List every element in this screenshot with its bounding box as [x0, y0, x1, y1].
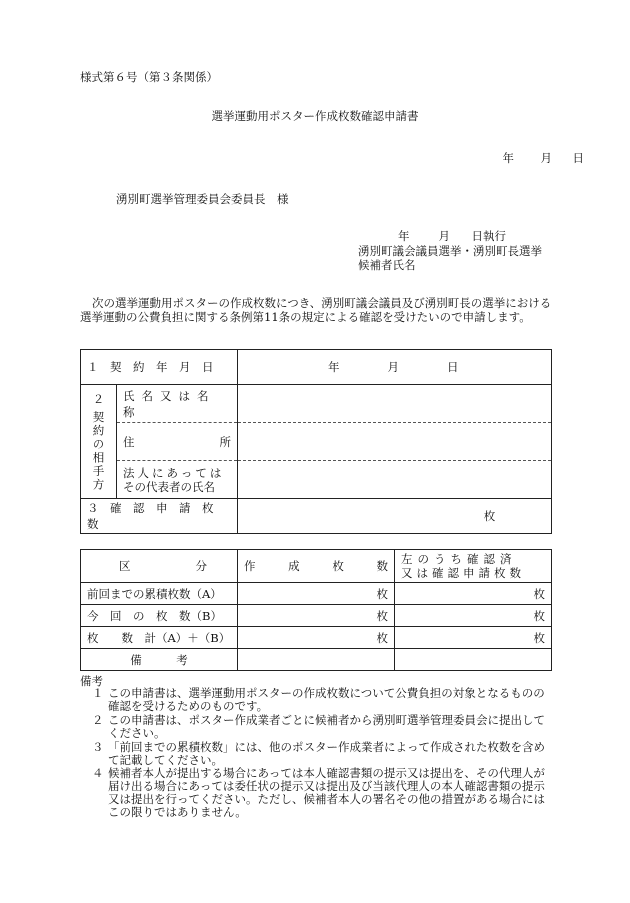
contract-day: 日: [447, 360, 459, 374]
date-day: 日: [572, 151, 584, 165]
exec-month: 月: [438, 229, 450, 243]
row-label-total: 枚 数 計（A）＋（B）: [81, 627, 238, 649]
note-text: この申請書は、選挙運動用ポスターの作成枚数について公費負担の対象となるものの確認を受けるためのものです。: [108, 686, 545, 713]
address-field[interactable]: [238, 423, 552, 461]
addressee: 湧別町選挙管理委員会委員長 様: [116, 192, 289, 206]
row-label-current: 今 回 の 枚 数（B）: [81, 605, 238, 627]
row-label-previous: 前回までの累積枚数（A）: [81, 583, 238, 605]
row-remarks-made[interactable]: [238, 649, 395, 671]
application-date: [468, 150, 584, 166]
note-text: この申請書は、ポスター作成業者ごとに候補者から湧別町選挙管理委員会に提出してください。: [108, 713, 545, 740]
representative-field[interactable]: [238, 461, 552, 499]
note-item: [92, 714, 554, 740]
candidate-name-label: 候補者氏名: [358, 258, 416, 272]
count-table: [80, 549, 552, 671]
counterparty-number: ２: [92, 392, 105, 406]
row-total-confirmed[interactable]: 枚: [395, 627, 552, 649]
row-remarks-confirmed[interactable]: [395, 649, 552, 671]
contract-date-value[interactable]: [238, 350, 552, 385]
requested-count-field[interactable]: [238, 499, 552, 534]
note-text: 候補者本人が提出する場合にあっては本人確認書類の提示又は提出を、その代理人が届け出る場合にあっては委任状の提示又は提出及び当該代理人の本人確認書類の提示又は提出を行ってください。ただし、候補者本人の署名その他の措置がある場合にはこの限りではありません。: [108, 766, 545, 819]
application-statement: 次の選挙運動用ポスターの作成枚数につき、湧別町議会議員及び湧別町長の選挙における選挙運動の公費負担に関する条例第11条の規定による確認を受けたいので申請します。: [80, 296, 552, 324]
row-previous-confirmed[interactable]: 枚: [395, 583, 552, 605]
date-month: 月: [540, 151, 552, 165]
note-number: ２: [92, 713, 104, 727]
form-number: 様式第６号（第３条関係）: [80, 70, 218, 84]
note-number: ３: [92, 740, 104, 754]
date-year: 年: [502, 151, 514, 165]
requested-count-unit: 枚: [483, 509, 496, 523]
contract-table: [80, 349, 552, 534]
row-label-remarks: 備 考: [81, 649, 238, 671]
election-name: 湧別町議会議員選挙・湧別町長選挙: [358, 244, 542, 258]
note-item: [92, 687, 554, 713]
note-text: 「前回までの累積枚数」には、他のポスター作成業者によって作成された枚数を含めて記載してください。: [108, 740, 545, 767]
representative-label: 法人にあっては その代表者の氏名: [117, 461, 238, 499]
note-item: [92, 767, 554, 819]
note-number: ４: [92, 766, 104, 780]
name-label: 氏名又は名称: [117, 385, 238, 423]
note-item: [92, 741, 554, 767]
header-made-count: 作 成 枚 数: [238, 550, 395, 583]
page-title: 選挙運動用ポスター作成枚数確認申請書: [211, 109, 419, 123]
contract-month: 月: [387, 360, 399, 374]
row-current-made[interactable]: 枚: [238, 605, 395, 627]
exec-day: 日執行: [471, 229, 506, 243]
header-confirmed-count: 左のうち確認済 又は確認申請枚数: [395, 550, 552, 583]
row-previous-made[interactable]: 枚: [238, 583, 395, 605]
address-label: 住 所: [117, 423, 238, 461]
note-number: １: [92, 686, 104, 700]
name-field[interactable]: [238, 385, 552, 423]
row-total-made[interactable]: 枚: [238, 627, 395, 649]
contract-year: 年: [328, 360, 340, 374]
row-current-confirmed[interactable]: 枚: [395, 605, 552, 627]
counterparty-vertical-label: 契約の相手方: [91, 411, 106, 492]
execution-date: [398, 228, 506, 244]
contract-date-label: １ 契 約 年 月 日: [81, 350, 238, 385]
notes-heading: 備考: [80, 674, 103, 688]
requested-count-label: ３ 確 認 申 請 枚 数: [81, 499, 238, 534]
header-category: 区 分: [81, 550, 238, 583]
counterparty-label: [81, 385, 117, 499]
exec-year: 年: [398, 229, 410, 243]
